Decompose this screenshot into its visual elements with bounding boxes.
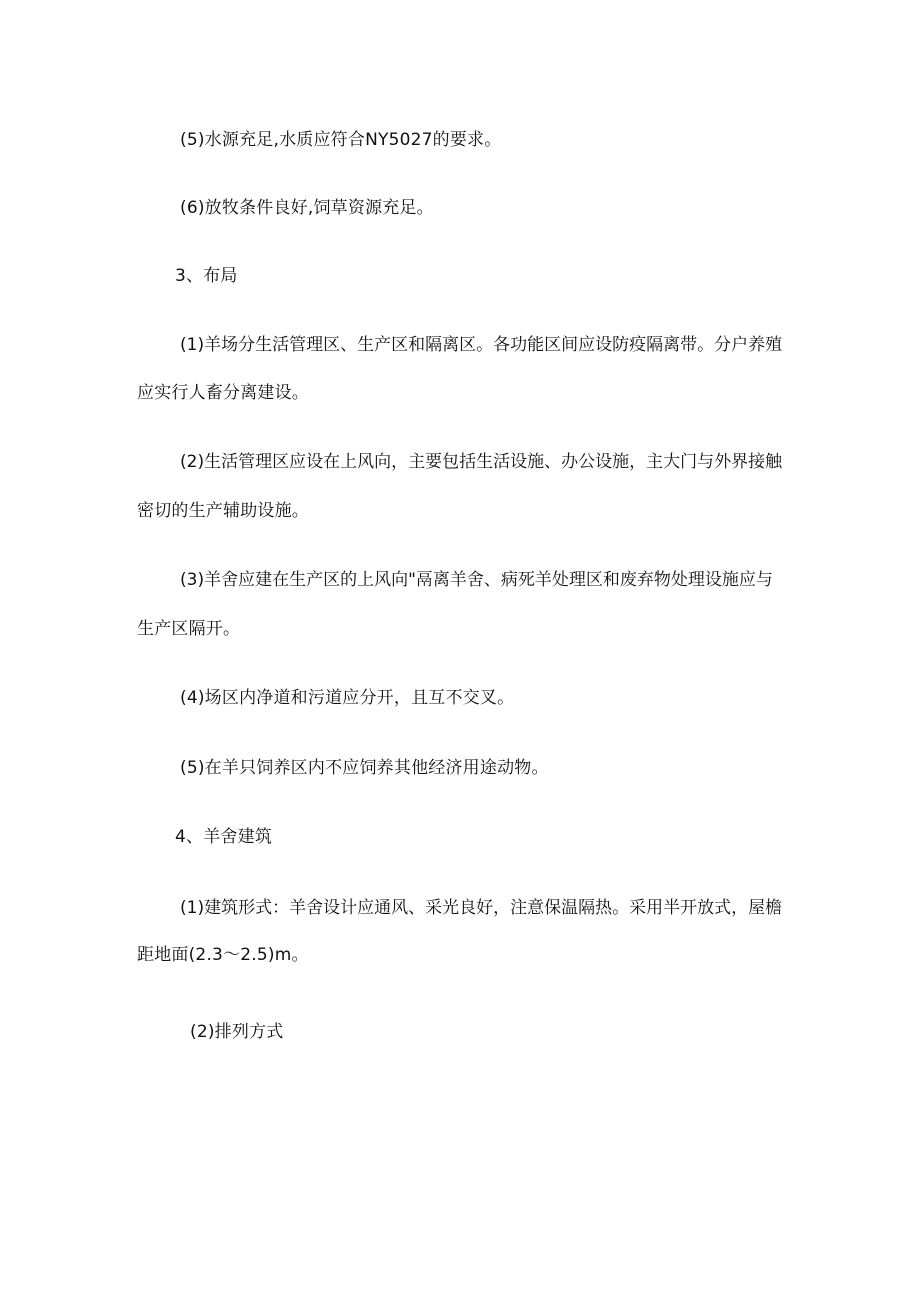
paragraph-water-source: (5)水源充足,水质应符合NY5027的要求。 [180,130,502,150]
paragraph-layout-4: (4)场区内净道和污道应分开，且互不交叉。 [180,688,515,708]
paragraph-layout-1-line-2: 应实行人畜分离建设。 [137,383,309,403]
paragraph-grazing: (6)放牧条件良好,饲草资源充足。 [180,198,434,218]
paragraph-layout-2-line-1: (2)生活管理区应设在上风向，主要包括生活设施、办公设施，主大门与外界接触 [180,452,783,472]
paragraph-layout-5: (5)在羊只饲养区内不应饲养其他经济用途动物。 [180,758,549,778]
paragraph-layout-2-line-2: 密切的生产辅助设施。 [137,501,309,521]
paragraph-build-1-line-1: (1)建筑形式：羊舍设计应通风、采光良好，注意保温隔热。采用半开放式，屋檐 [180,898,783,918]
section-heading-building: 4、羊舍建筑 [175,827,273,847]
paragraph-build-2: (2)排列方式 [190,1022,284,1042]
section-heading-layout: 3、布局 [175,266,238,286]
paragraph-layout-3-line-2: 生产区隔开。 [137,619,241,639]
paragraph-layout-1-line-1: (1)羊场分生活管理区、生产区和隔离区。各功能区间应设防疫隔离带。分户养殖 [180,335,783,355]
paragraph-layout-3-line-1: (3)羊舍应建在生产区的上风向"鬲离羊舍、病死羊处理区和废弃物处理设施应与 [180,570,773,590]
paragraph-build-1-line-2: 距地面(2.3～2.5)m。 [137,945,309,965]
